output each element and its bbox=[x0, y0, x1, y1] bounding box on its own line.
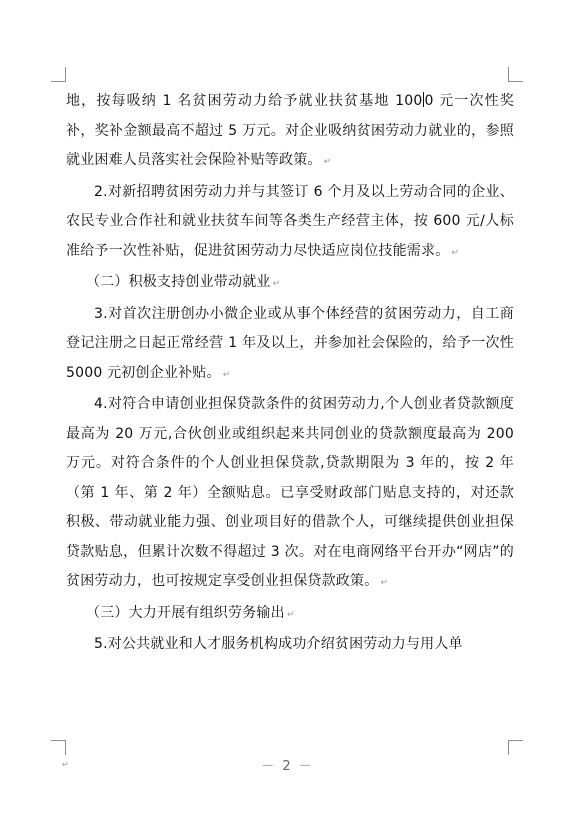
section-heading-3[interactable] bbox=[66, 599, 514, 631]
paragraph-5[interactable] bbox=[66, 630, 514, 660]
paragraph-1[interactable] bbox=[66, 87, 514, 178]
paragraph-mark: ↵ bbox=[286, 609, 295, 620]
crop-mark-top-left bbox=[51, 67, 66, 82]
document-body[interactable] bbox=[66, 87, 514, 660]
paragraph-mark: ↵ bbox=[323, 157, 332, 167]
page-number: － 2 － bbox=[261, 759, 314, 774]
paragraph-2-text: 2.对新招聘贫困劳动力并与其签订 6 个月及以上劳动合同的企业、农民专业合作社和就业扶贫车间等各类生产经营主体，按 600 元/人标准给予一次性补贴，促进贫困劳动力尽快适应岗位技能需求。 bbox=[66, 183, 514, 259]
paragraph-5-text: 5.对公共就业和人才服务机构成功介绍贫困劳动力与用人单 bbox=[94, 636, 463, 652]
paragraph-1-text-before-cursor: 地，按每吸纳 1 名贫困劳动力给予就业扶贫基地 100 bbox=[66, 93, 423, 109]
paragraph-4[interactable] bbox=[66, 390, 514, 599]
paragraph-3-text: 3.对首次注册创办小微企业或从事个体经营的贫困劳动力，自工商登记注册之日起正常经营 1 年及以上，并参加社会保险的，给予一次性 5000 元初创企业补贴。 bbox=[66, 305, 514, 381]
paragraph-1-text-after-cursor: 0 元一次性奖补，奖补金额最高不超过 5 万元。对企业吸纳贫困劳动力就业的，参照就业困难人员落实社会保险补贴等政策。 bbox=[66, 93, 514, 168]
section-heading-3-text: （三）大力开展有组织劳务输出 bbox=[86, 604, 285, 621]
crop-mark-bottom-left bbox=[51, 740, 66, 755]
section-heading-2[interactable] bbox=[66, 268, 514, 300]
crop-mark-top-right bbox=[508, 67, 523, 82]
section-heading-2-text: （二）积极支持创业带动就业 bbox=[86, 274, 271, 290]
paragraph-2[interactable] bbox=[66, 178, 514, 269]
paragraph-mark: ↵ bbox=[451, 247, 460, 258]
paragraph-3[interactable] bbox=[66, 300, 514, 391]
paragraph-mark-bottom: ↵ bbox=[62, 760, 69, 769]
paragraph-4-text: 4.对符合申请创业担保贷款条件的贫困劳动力,个人创业者贷款额度最高为 20 万元,合伙创业或组织起来共同创业的贷款额度最高为 200 万元。对符合条件的个人创业担保贷款,贷款期限为 3 年的，按 2 年（第 1 年、第 2 年）全额贴息。已享受财政部门贴息支持的，对还款积极、带动就业能力强、创业项目好的借款个人，可继续提供创业担保贷款贴息，但累计次数不得超过 3 次。对在电商网络平台开办“网店”的贫困劳动力，也可按规定享受创业担保贷款政策。 bbox=[66, 396, 514, 589]
paragraph-mark: ↵ bbox=[272, 279, 281, 289]
paragraph-mark: ↵ bbox=[222, 369, 231, 380]
crop-mark-bottom-right bbox=[508, 740, 523, 755]
paragraph-mark: ↵ bbox=[380, 578, 389, 588]
